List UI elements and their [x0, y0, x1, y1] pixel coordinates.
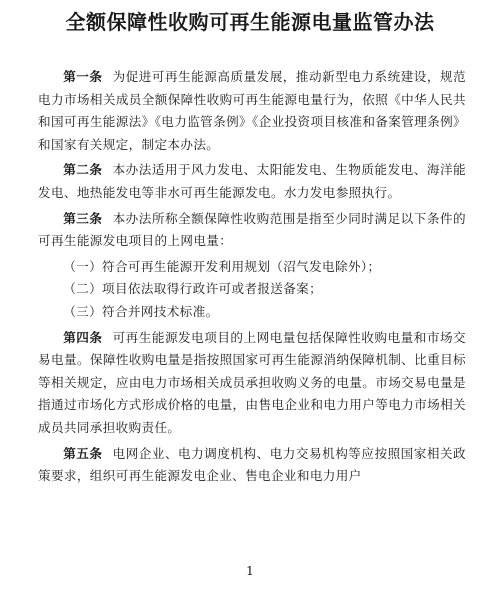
article-2-label: 第二条 [63, 162, 103, 178]
article-1 [38, 66, 466, 156]
article-5-label: 第五条 [63, 445, 103, 461]
document-title: 全额保障性收购可再生能源电量监管办法 [65, 10, 435, 34]
document-body [38, 66, 466, 491]
article-5-text: 电网企业、电力调度机构、电力交易机构等应按照国家相关政策要求，组织可再生能源发电企业、售电企业和电力用户 [38, 445, 466, 484]
article-2 [38, 159, 466, 204]
article-1-label: 第一条 [63, 69, 103, 84]
article-4-text: 可再生能源发电项目的上网电量包括保障性收购电量和市场交易电量。保障性收购电量是指按照国家可再生能源消纳保障机制、比重目标等相关规定，应由电力市场相关成员承担收购义务的电量。市场交易电量是指通过市场化方式形成价格的电量，由售电企业和电力用户等电力市场相关成员共同承担收购责任。 [38, 329, 466, 435]
article-3-item-2: （二）项目依法取得行政许可或者报送备案； [63, 281, 323, 297]
article-1-text: 为促进可再生能源高质量发展，推动新型电力系统建设，规范电力市场相关成员全额保障性收购可再生能源电量行为，依照《中华人民共和国可再生能源法》《电力监管条例》《企业投资项目核准和备案管理条例》和国家有关规定，制定本办法。 [38, 69, 466, 152]
article-4 [38, 327, 466, 440]
article-2-text: 本办法适用于风力发电、太阳能发电、生物质能发电、海洋能发电、地热能发电等非水可再生能源发电。水力发电参照执行。 [38, 162, 466, 200]
article-4-label: 第四条 [63, 329, 103, 345]
page-number: 1 [246, 564, 254, 578]
article-3-item-1: （一）符合可再生能源开发利用规划（沼气发电除外）； [63, 258, 381, 274]
article-3-label: 第三条 [63, 210, 103, 226]
article-5 [38, 443, 466, 488]
article-3 [38, 208, 466, 253]
article-3-text: 本办法所称全额保障性收购范围是指至少同时满足以下条件的可再生能源发电项目的上网电量： [38, 210, 466, 249]
article-3-item-3: （三）符合并网技术标准。 [63, 303, 219, 319]
